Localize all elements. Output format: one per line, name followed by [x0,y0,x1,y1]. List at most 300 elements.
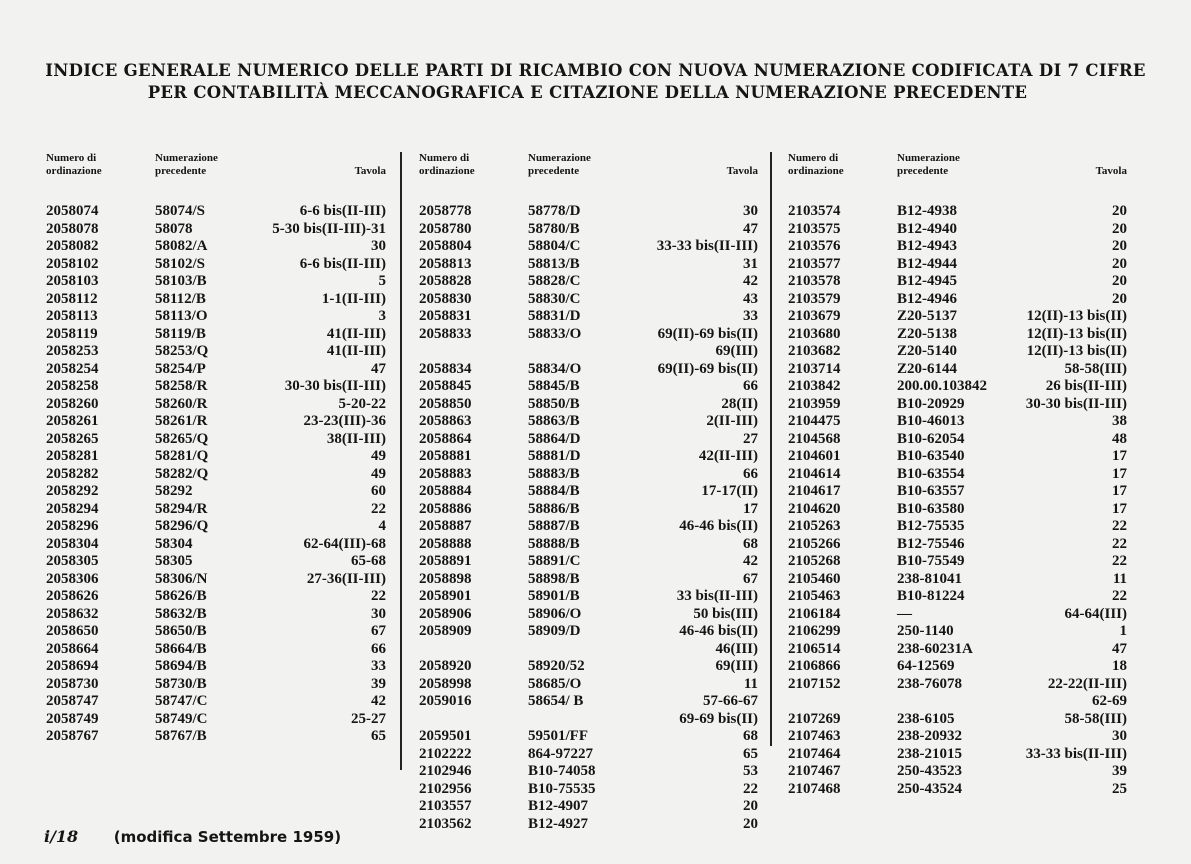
index-rows [788,203,1127,798]
plate-reference: 66 [371,640,386,657]
plate-reference: 68 [743,728,758,744]
order-number: 2058626 [46,588,99,604]
order-number: 2058920 [419,658,472,674]
order-number: 2103679 [788,308,841,324]
table-row [419,221,758,239]
order-number: 2103574 [788,203,841,219]
order-number: 2107463 [788,728,841,744]
table-row [419,571,758,589]
plate-reference: 22 [743,780,758,797]
table-row [419,676,758,694]
plate-reference: 17 [1112,500,1127,517]
table-row [419,326,758,344]
previous-number: 58078 [155,220,193,237]
order-number: 2104601 [788,448,841,464]
previous-number: 58685/O [528,675,582,692]
previous-number: B12-4946 [897,290,957,307]
order-number: 2058864 [419,430,472,447]
plate-reference: 46(III) [715,640,758,657]
plate-reference: 53 [743,763,758,779]
header-ordinazione: ordinazione [788,165,844,177]
previous-number: 58747/C [155,693,208,709]
order-number: 2103562 [419,815,472,832]
order-number: 2058119 [46,325,98,342]
previous-number: 250-43524 [897,780,962,797]
table-row [46,606,386,624]
order-number: 2103579 [788,290,841,307]
table-row [419,623,758,641]
plate-reference: 65 [743,745,758,762]
previous-number: B12-4927 [528,815,588,832]
order-number: 2058730 [46,675,99,692]
table-row [46,501,386,519]
plate-reference: 17 [1112,448,1127,464]
previous-number: B10-63557 [897,483,965,499]
table-row [788,308,1127,326]
previous-number: 58664/B [155,640,207,657]
page-title-line-1: INDICE GENERALE NUMERICO DELLE PARTI DI RICAMBIO CON NUOVA NUMERAZIONE CODIFICATA DI 7 CIFRE [45,61,1146,80]
table-row [419,816,758,834]
table-row [419,553,758,571]
plate-reference: 17 [743,500,758,517]
plate-reference: 30 [1112,728,1127,744]
page-number: i/18 [44,827,79,846]
column-divider-2 [770,152,772,746]
table-row [419,693,758,711]
plate-reference: 30-30 bis(II-III) [284,378,386,394]
plate-reference: 11 [743,675,758,692]
header-numero-di: Numero di [46,152,97,164]
table-row [46,308,386,326]
previous-number: 58833/O [528,325,582,342]
previous-number: B12-4938 [897,203,957,219]
table-row [46,728,386,746]
previous-number: 238-6105 [897,710,955,727]
order-number: 2058833 [419,325,472,342]
table-row [788,501,1127,519]
header-precedente: precedente [528,165,580,177]
previous-number: Z20-5137 [897,308,957,324]
plate-reference: 22 [1112,553,1127,569]
order-number: 2058112 [46,290,98,307]
header-numerazione: Numerazione [155,152,218,164]
table-row [419,238,758,256]
table-row [419,431,758,449]
table-row [46,291,386,309]
table-row [419,501,758,519]
order-number: 2058749 [46,710,99,727]
table-row [46,571,386,589]
previous-number: B10-75549 [897,553,965,569]
plate-reference: 20 [743,798,758,814]
previous-number: 58296/Q [155,518,209,534]
order-number: 2058632 [46,605,99,622]
plate-reference: 22 [1112,518,1127,534]
table-row [46,693,386,711]
plate-reference: 69-69 bis(II) [679,710,758,727]
previous-number: B10-62054 [897,430,965,447]
table-row [46,536,386,554]
previous-number: B12-4943 [897,238,957,254]
table-row [46,431,386,449]
plate-reference: 20 [1112,203,1127,219]
plate-reference: 11 [1112,570,1127,587]
table-row [788,413,1127,431]
previous-number: B10-81224 [897,588,965,604]
table-row [46,273,386,291]
order-number: 2058253 [46,343,99,359]
order-number: 2103682 [788,343,841,359]
order-number: 2105268 [788,553,841,569]
plate-reference: 20 [1112,220,1127,237]
plate-reference: 6-6 bis(II-III) [299,255,386,272]
previous-number: 58906/O [528,605,582,622]
plate-reference: 69(III) [715,658,758,674]
index-rows [419,203,758,833]
order-number: 2058884 [419,483,472,499]
table-row [46,676,386,694]
plate-reference: 30 [371,605,386,622]
order-number: 2107152 [788,675,841,692]
order-number: 2104617 [788,483,841,499]
order-number: 2058265 [46,430,99,447]
plate-reference: 17 [1112,483,1127,499]
order-number: 2058103 [46,273,99,289]
plate-reference: 30-30 bis(II-III) [1025,395,1127,412]
previous-number: 58888/B [528,535,580,552]
previous-number: B10-74058 [528,763,596,779]
previous-number: 58112/B [155,290,206,307]
plate-reference: 47 [743,220,758,237]
table-row [46,256,386,274]
header-ordinazione: ordinazione [419,165,475,177]
plate-reference: 58-58(III) [1064,710,1127,727]
plate-reference: 42(II-III) [698,448,758,464]
plate-reference: 57-66-67 [703,693,758,709]
plate-reference: 31 [743,255,758,272]
order-number: 2103557 [419,798,472,814]
table-row [46,396,386,414]
plate-reference: 30 [743,203,758,219]
plate-reference: 38 [1112,413,1127,429]
index-rows [46,203,386,746]
previous-number: B12-75546 [897,535,965,552]
order-number: 2106514 [788,640,841,657]
order-number: 2058664 [46,640,99,657]
plate-reference: 22-22(II-III) [1047,675,1127,692]
previous-number: 58694/B [155,658,207,674]
previous-number: 58253/Q [155,343,209,359]
order-number: 2058888 [419,535,472,552]
table-row [419,711,758,729]
previous-number: 58305 [155,553,193,569]
order-number: 2058254 [46,360,99,377]
table-row [788,763,1127,781]
table-row [46,483,386,501]
order-number: 2103959 [788,395,841,412]
table-row [788,273,1127,291]
order-number: 2058883 [419,465,472,482]
previous-number: 58119/B [155,325,206,342]
previous-number: 58258/R [155,378,208,394]
order-number: 2059501 [419,728,472,744]
header-ordinazione: ordinazione [46,165,102,177]
plate-reference: 66 [743,378,758,394]
order-number: 2103842 [788,378,841,394]
plate-reference: 22 [1112,588,1127,604]
plate-reference: 1 [1119,623,1127,639]
order-number: 2058694 [46,658,99,674]
order-number: 2106299 [788,623,841,639]
table-row [419,413,758,431]
order-number: 2058113 [46,308,98,324]
plate-reference: 42 [743,553,758,569]
plate-reference: 20 [1112,238,1127,254]
page-footer [44,827,341,846]
order-number: 2105266 [788,535,841,552]
order-number: 2058887 [419,518,472,534]
table-row [788,396,1127,414]
table-row [419,378,758,396]
order-number: 2058886 [419,500,472,517]
order-number: 2104568 [788,430,841,447]
previous-number: 58845/B [528,378,580,394]
table-row [46,343,386,361]
table-row [46,641,386,659]
table-row [419,483,758,501]
plate-reference: 5-20-22 [338,395,386,412]
plate-reference: 69(II)-69 bis(II) [657,325,758,342]
plate-reference: 39 [1112,763,1127,779]
previous-number: 58813/B [528,255,580,272]
header-tavola: Tavola [354,165,386,177]
previous-number: B12-4944 [897,255,957,272]
order-number: 2058650 [46,623,99,639]
plate-reference: 62-64(III)-68 [303,535,386,552]
table-row [46,448,386,466]
plate-reference: 33-33 bis(II-III) [656,238,758,254]
previous-number: 58767/B [155,728,207,744]
order-number: 2103680 [788,325,841,342]
order-number: 2103714 [788,360,841,377]
table-row [419,641,758,659]
plate-reference: 41(II-III) [326,325,386,342]
table-row [419,466,758,484]
table-row [788,378,1127,396]
table-row [788,238,1127,256]
previous-number: 58909/D [528,623,581,639]
table-row [788,448,1127,466]
table-row [46,588,386,606]
column-divider-1 [400,152,402,770]
table-row [419,728,758,746]
plate-reference: 4 [378,518,386,534]
plate-reference: 42 [743,273,758,289]
previous-number: 64-12569 [897,658,955,674]
table-row [788,291,1127,309]
previous-number: 58920/52 [528,658,585,674]
previous-number: B12-4907 [528,798,588,814]
previous-number: Z20-5138 [897,325,957,342]
plate-reference: 22 [371,500,386,517]
table-row [788,256,1127,274]
plate-reference: 5-30 bis(II-III)-31 [272,220,386,237]
previous-number: B10-20929 [897,395,965,412]
order-number: 2059016 [419,693,472,709]
plate-reference: 23-23(III)-36 [303,413,386,429]
previous-number: 58778/D [528,203,581,219]
table-row [788,588,1127,606]
plate-reference: 41(II-III) [326,343,386,359]
table-row [419,518,758,536]
table-row [46,553,386,571]
order-number: 2058296 [46,518,99,534]
order-number: 2058294 [46,500,99,517]
order-number: 2058281 [46,448,99,464]
order-number: 2058850 [419,395,472,412]
table-row [419,396,758,414]
table-row [46,238,386,256]
order-number: 2058834 [419,360,472,377]
table-row [788,431,1127,449]
header-tavola: Tavola [726,165,758,177]
plate-reference: 20 [1112,273,1127,289]
previous-number: B10-46013 [897,413,965,429]
previous-number: 250-43523 [897,763,962,779]
previous-number: 58260/R [155,395,208,412]
previous-number: 58864/D [528,430,581,447]
table-row [419,256,758,274]
plate-reference: 69(III) [715,343,758,359]
order-number: 2105463 [788,588,841,604]
previous-number: 58103/B [155,273,207,289]
table-row [788,606,1127,624]
revision-note: (modifica Settembre 1959) [113,828,342,846]
order-number: 2103575 [788,220,841,237]
table-row [788,693,1127,711]
order-number: 2058780 [419,220,472,237]
header-precedente: precedente [155,165,207,177]
plate-reference: 5 [378,273,386,289]
table-row [419,361,758,379]
order-number: 2058292 [46,483,99,499]
table-row [46,378,386,396]
table-row [46,413,386,431]
previous-number: 238-81041 [897,570,962,587]
plate-reference: 3 [378,308,386,324]
plate-reference: 20 [1112,255,1127,272]
order-number: 2103577 [788,255,841,272]
previous-number: B10-63554 [897,465,965,482]
previous-number: 58265/Q [155,430,209,447]
order-number: 2107467 [788,763,841,779]
previous-number: 250-1140 [897,623,954,639]
column-header [419,152,758,192]
header-precedente: precedente [897,165,949,177]
plate-reference: 12(II)-13 bis(II) [1026,325,1127,342]
previous-number: 58294/R [155,500,208,517]
column-header [788,152,1127,192]
plate-reference: 47 [371,360,386,377]
previous-number: 58886/B [528,500,580,517]
plate-reference: 64-64(III) [1064,605,1127,622]
table-row [788,483,1127,501]
previous-number: 238-60231A [897,640,973,657]
plate-reference: 66 [743,465,758,482]
table-row [788,553,1127,571]
header-numerazione: Numerazione [528,152,591,164]
previous-number: 58281/Q [155,448,209,464]
table-row [788,571,1127,589]
previous-number: 58863/B [528,413,580,429]
previous-number: 58780/B [528,220,580,237]
order-number: 2058260 [46,395,99,412]
previous-number: B12-75535 [897,518,965,534]
header-numerazione: Numerazione [897,152,960,164]
order-number: 2058845 [419,378,472,394]
order-number: 2107468 [788,780,841,797]
plate-reference: 43 [743,290,758,307]
plate-reference: 49 [371,465,386,482]
table-row [46,623,386,641]
page-title-line-2: PER CONTABILITÀ MECCANOGRAFICA E CITAZIONE DELLA NUMERAZIONE PRECEDENTE [147,83,1028,102]
order-number: 2107464 [788,745,841,762]
order-number: 2058261 [46,413,99,429]
plate-reference: 67 [371,623,386,639]
previous-number: B12-4945 [897,273,957,289]
plate-reference: 12(II)-13 bis(II) [1026,343,1127,359]
table-row [788,343,1127,361]
order-number: 2058258 [46,378,99,394]
table-row [788,623,1127,641]
table-row [46,221,386,239]
table-row [419,781,758,799]
plate-reference: 46-46 bis(II) [679,518,758,534]
table-row [46,518,386,536]
table-row [46,466,386,484]
table-row [419,658,758,676]
table-row [419,536,758,554]
order-number: 2058804 [419,238,472,254]
order-number: 2058813 [419,255,472,272]
column-header [46,152,386,192]
previous-number: 58292 [155,483,193,499]
order-number: 2058102 [46,255,99,272]
table-row [419,798,758,816]
previous-number: 58650/B [155,623,207,639]
plate-reference: 1-1(II-III) [321,290,386,307]
plate-reference: 25-27 [351,710,386,727]
table-row [788,746,1127,764]
plate-reference: 65-68 [351,553,386,569]
table-row [419,291,758,309]
plate-reference: 12(II)-13 bis(II) [1026,308,1127,324]
previous-number: 58898/B [528,570,580,587]
table-row [419,606,758,624]
plate-reference: 2(II-III) [706,413,758,429]
order-number: 2058747 [46,693,99,709]
plate-reference: 27 [743,430,758,447]
previous-number: 58730/B [155,675,207,692]
previous-number: 864-97227 [528,745,593,762]
previous-number: 58304 [155,535,193,552]
previous-number: 58881/D [528,448,581,464]
order-number: 2058863 [419,413,472,429]
table-row [46,326,386,344]
previous-number: 200.00.103842 [897,378,987,394]
previous-number: 58749/C [155,710,208,727]
order-number: 2106184 [788,605,841,622]
